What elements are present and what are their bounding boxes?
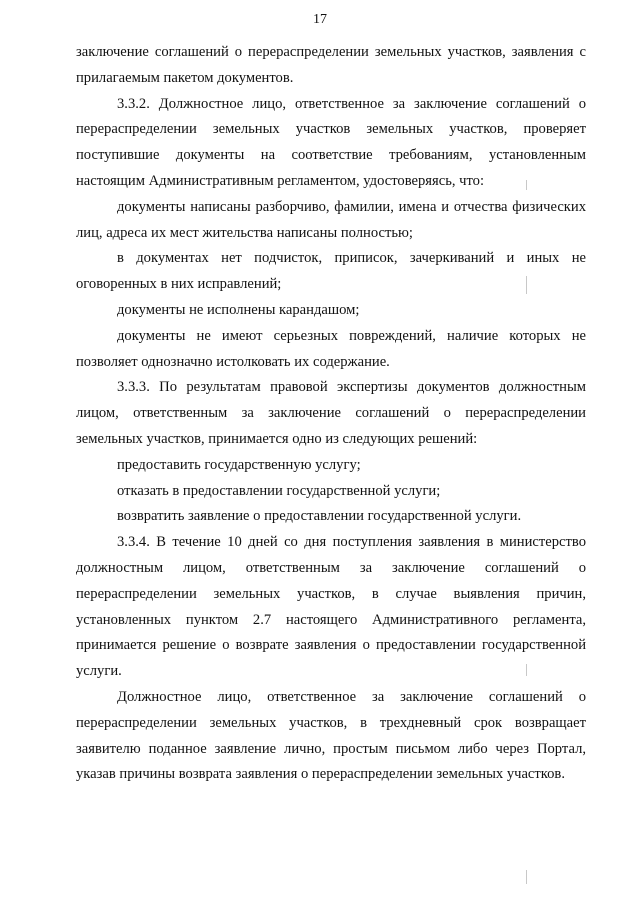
list-item-no-erasures: в документах нет подчисток, приписок, зачеркиваний и иных не оговоренных в них исправлений;: [76, 250, 586, 293]
paragraph-3-3-2: 3.3.2. Должностное лицо, ответственное за заключение соглашений о перераспределении земельных участков земельных участков, проверяет поступившие документы на соответствие требованиям, установленным настоящим Административным регламентом, удостоверяясь, что:: [76, 95, 586, 189]
scan-artifact-mark: [526, 664, 527, 676]
scan-artifact-mark: [526, 870, 527, 884]
paragraph-3-3-4: 3.3.4. В течение 10 дней со дня поступления заявления в министерство должностным лицом, ответственным за заключение соглашений о перераспределении земельных участков, в случае выявления причин, установленных пунктом 2.7 настоящего Административного регламента, принимается решение о возврате заявления о предоставлении государственной услуги.: [76, 534, 586, 680]
decision-provide: предоставить государственную услугу;: [117, 456, 361, 473]
scan-artifact-mark: [526, 276, 527, 294]
list-item-legible: документы написаны разборчиво, фамилии, имена и отчества физических лиц, адреса их мест жительства написаны полностью;: [76, 198, 586, 241]
scan-artifact-mark: [526, 180, 527, 190]
paragraph-3-3-3: 3.3.3. По результатам правовой экспертизы документов должностным лицом, ответственным за заключение соглашений о перераспределении земельных участков, принимается одно из следующих решений:: [76, 379, 586, 447]
paragraph-return-procedure: Должностное лицо, ответственное за заключение соглашений о перераспределении земельных участков, в трехдневный срок возвращает заявителю поданное заявление лично, простым письмом либо через Портал, указав причины возврата заявления о перераспределении земельных участков.: [76, 688, 586, 783]
document-body: [76, 40, 586, 788]
list-item-no-damage: документы не имеют серьезных повреждений, наличие которых не позволяет однозначно истолковать их содержание.: [76, 327, 586, 370]
decision-return: возвратить заявление о предоставлении государственной услуги.: [117, 508, 522, 525]
paragraph-continuation: заключение соглашений о перераспределении земельных участков, заявления с прилагаемым пакетом документов.: [76, 44, 586, 86]
decision-refuse: отказать в предоставлении государственной услуги;: [117, 482, 441, 499]
list-item-not-pencil: документы не исполнены карандашом;: [117, 301, 360, 318]
page-number: 17: [313, 12, 327, 27]
